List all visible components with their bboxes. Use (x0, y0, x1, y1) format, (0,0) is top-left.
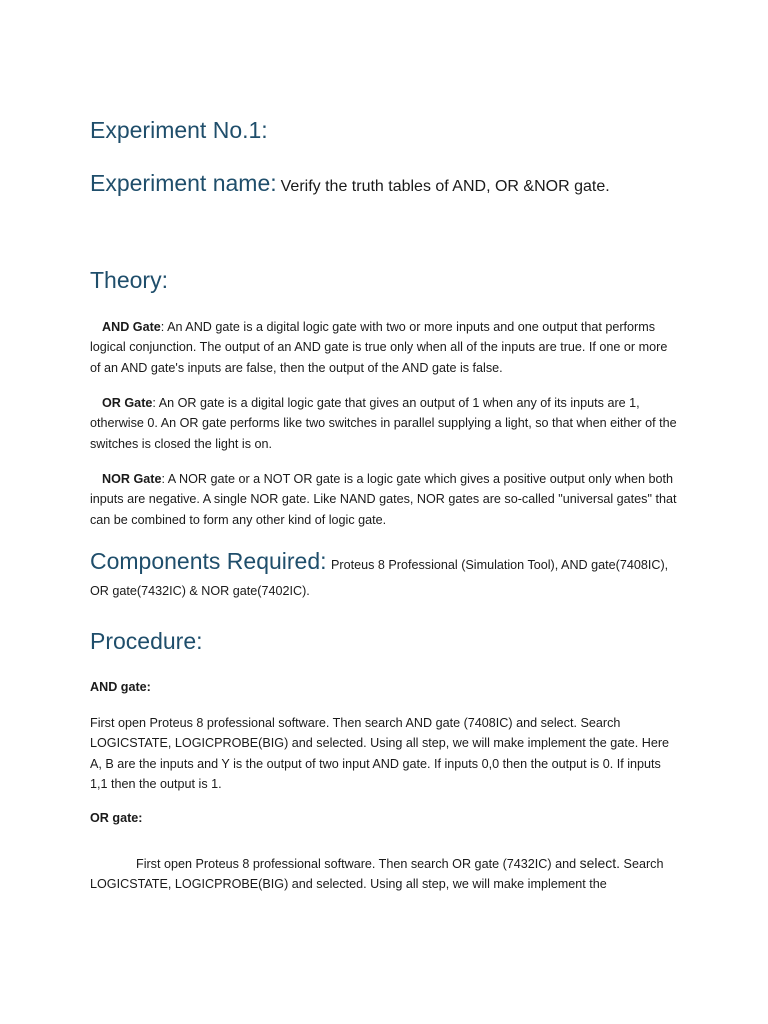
theory-and-paragraph (90, 317, 680, 378)
experiment-name-heading (90, 170, 610, 197)
procedure-and-subheading: AND gate: (90, 680, 151, 694)
procedure-or-paragraph (90, 853, 680, 895)
theory-nor-paragraph (90, 469, 680, 530)
theory-nor-term: NOR Gate (102, 472, 162, 486)
experiment-name-text: Verify the truth tables of AND, OR &NOR gate. (280, 178, 610, 195)
procedure-heading: Procedure: (90, 628, 203, 654)
components-text: Proteus 8 Professional (Simulation Tool), AND gate(7408IC), OR gate(7432IC) & NOR gate(7402IC). (90, 558, 669, 598)
experiment-name-label: Experiment name: (90, 170, 277, 196)
procedure-or-select-word: select. (579, 855, 621, 871)
experiment-number-heading: Experiment No.1: (90, 117, 268, 143)
theory-or-paragraph (90, 393, 680, 454)
procedure-and-paragraph: First open Proteus 8 professional software. Then search AND gate (7408IC) and select. Search LOGICSTATE, LOGICPROBE(BIG) and selected. Using all step, we will make implement the gate. Here A, B are the inputs and Y is the output of two input AND gate. If inputs 0,0 then the output is 0. If inputs 1,1 then the output is 1. (90, 716, 670, 791)
procedure-or-text-after: Search LOGICSTATE, LOGICPROBE(BIG) and selected. Using all step, we will make implement the (90, 857, 664, 892)
procedure-or-subheading: OR gate: (90, 811, 143, 825)
theory-or-term: OR Gate (102, 396, 153, 410)
theory-nor-text: : A NOR gate or a NOT OR gate is a logic gate which gives a positive output only when both inputs are negative. A single NOR gate. Like NAND gates, NOR gates are so-called "universal gates" that can be combined to form any other kind of logic gate. (90, 472, 677, 527)
theory-and-term: AND Gate (102, 320, 161, 334)
components-heading: Components Required: (90, 548, 327, 574)
theory-or-text: : An OR gate is a digital logic gate that gives an output of 1 when any of its inputs are 1, otherwise 0. An OR gate performs like two switches in parallel supplying a light, so that when either of the switches is closed the light is on. (90, 396, 677, 451)
components-block (90, 549, 680, 604)
procedure-or-text-before: First open Proteus 8 professional software. Then search OR gate (7432IC) and (136, 857, 580, 871)
theory-heading: Theory: (90, 267, 168, 293)
theory-and-text: : An AND gate is a digital logic gate with two or more inputs and one output that performs logical conjunction. The output of an AND gate is true only when all of the inputs are true. If one or more of an AND gate's inputs are false, then the output of the AND gate is false. (90, 320, 668, 375)
